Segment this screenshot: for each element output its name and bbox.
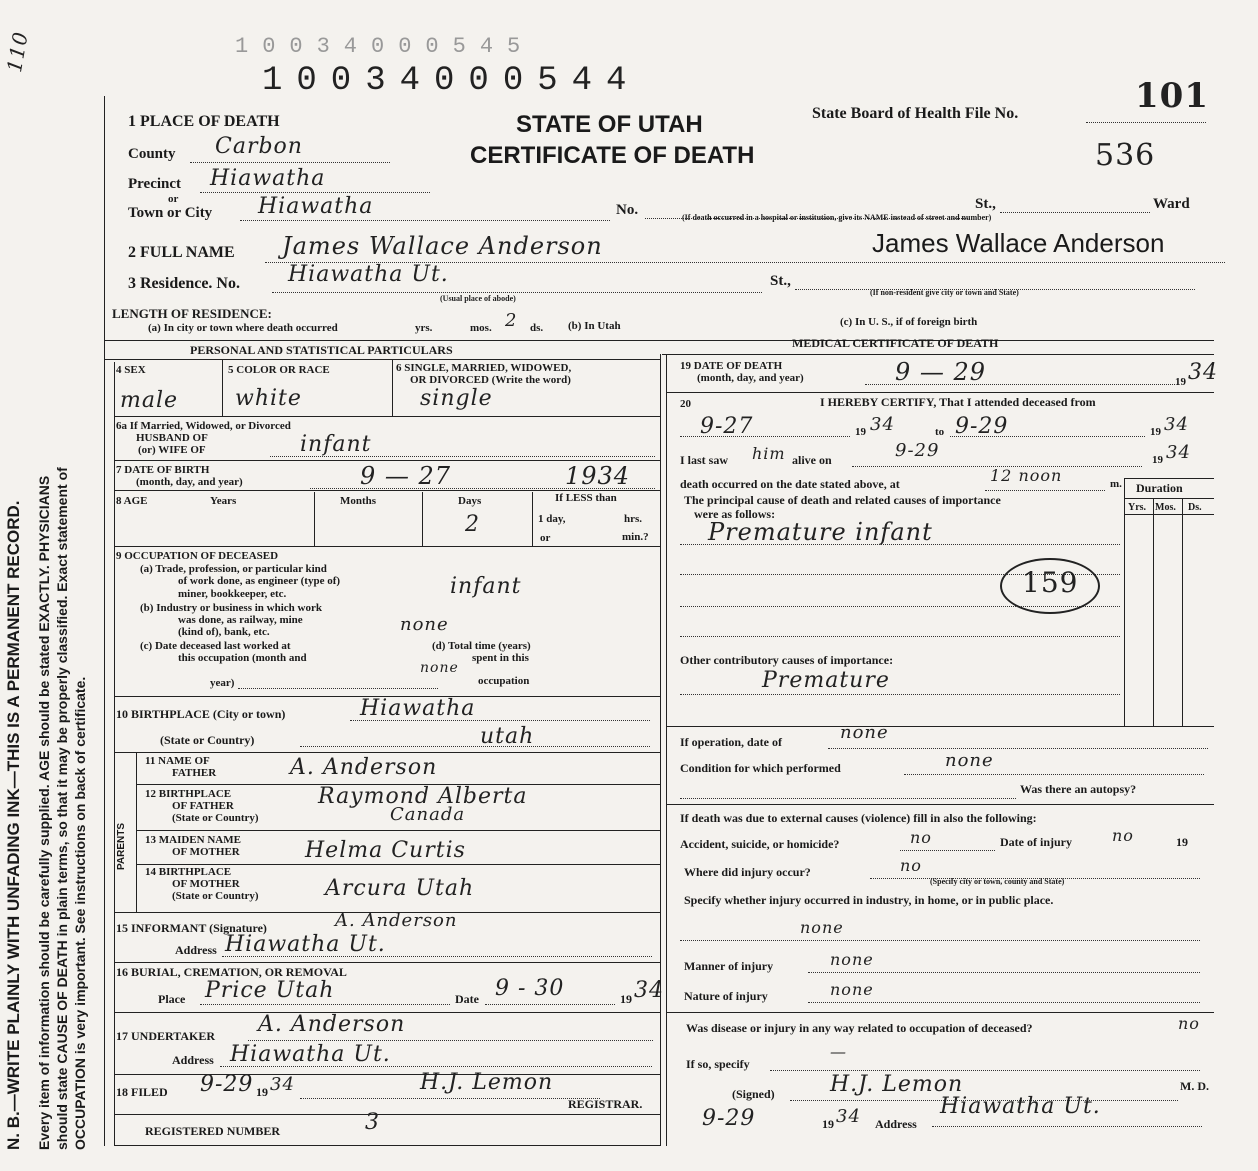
length-ds: ds. (530, 322, 544, 334)
attended-from: 9-27 (700, 414, 754, 439)
certify-number: 20 (680, 398, 691, 410)
spouse-value: infant (300, 432, 372, 457)
burial-date-label: Date (455, 992, 479, 1006)
age-days-value: 2 (465, 512, 480, 537)
mother-birthplace-value: Arcura Utah (325, 876, 475, 901)
age-years-label: Years (210, 495, 237, 507)
residence-label: 3 Residence. No. (128, 275, 240, 292)
father-birthplace-value-2: Canada (390, 804, 466, 825)
marital-label-1: 6 SINGLE, MARRIED, WIDOWED, (396, 362, 572, 374)
cause-code: 159 (1022, 566, 1079, 599)
file-number: 101 (1135, 76, 1209, 116)
operation-value: none (840, 722, 889, 743)
registered-number: 3 (365, 1110, 380, 1135)
certificate-title: CERTIFICATE OF DEATH (470, 142, 755, 169)
date-of-death-label-2: (month, day, and year) (697, 372, 804, 384)
signed-label: (Signed) (732, 1087, 775, 1101)
father-birthplace-label-1: 12 BIRTHPLACE (145, 788, 232, 800)
usual-abode-note: (Usual place of abode) (440, 294, 516, 303)
occupation-c-2: this occupation (month and (178, 652, 307, 664)
occupation-b-3: (kind of), bank, etc. (178, 626, 270, 638)
less-than-label: If LESS than (555, 492, 617, 504)
to-label: to (935, 426, 945, 438)
town-value: Hiawatha (258, 194, 374, 219)
burial-place-label: Place (158, 992, 186, 1006)
informant-value: A. Anderson (335, 910, 458, 931)
from-year: 34 (870, 414, 895, 435)
duration-label: Duration (1136, 481, 1183, 495)
md-label: M. D. (1180, 1079, 1209, 1093)
town-label: Town or City (128, 205, 213, 221)
dob-label-1: 7 DATE OF BIRTH (116, 464, 210, 476)
death-at-value: 12 noon (990, 466, 1063, 485)
length-us-label: (c) In U. S., if of foreign birth (840, 316, 978, 328)
county-value: Carbon (215, 134, 303, 159)
margin-mark: 110 (2, 29, 33, 75)
medical-header: MEDICAL CERTIFICATE OF DEATH (792, 336, 999, 350)
nonresident-note: (If non-resident give city or town and State) (870, 288, 1019, 297)
to-year-prefix: 19 (1150, 426, 1161, 438)
occupation-d-3: occupation (478, 675, 530, 687)
other-causes-value: Premature (762, 668, 890, 693)
filed-year-prefix: 19 (256, 1085, 268, 1099)
sign-year: 34 (836, 1106, 861, 1127)
manner-value: none (830, 950, 874, 969)
accident-label: Accident, suicide, or homicide? (680, 837, 840, 851)
county-label: County (128, 146, 176, 162)
color-value: white (235, 386, 302, 411)
length-mos: mos. (470, 322, 492, 334)
occupation-d-2: spent in this (472, 652, 529, 664)
dob-year: 1934 (565, 462, 631, 490)
condition-value: none (945, 750, 994, 771)
ward-label: Ward (1153, 196, 1190, 212)
place-of-death-label: 1 PLACE OF DEATH (128, 113, 280, 130)
state-title: STATE OF UTAH (516, 111, 703, 138)
registrar-label: REGISTRAR. (568, 1097, 643, 1111)
father-birthplace-label-3: (State or Country) (172, 812, 259, 824)
occupation-related-value: no (1178, 1014, 1200, 1033)
duration-yrs: Yrs. (1128, 502, 1147, 513)
sign-date: 9-29 (702, 1106, 756, 1131)
registered-number-label: REGISTERED NUMBER (145, 1124, 281, 1138)
death-year-prefix: 19 (1175, 376, 1186, 388)
length-days-value: 2 (505, 310, 518, 331)
occupation-c-1: (c) Date deceased last worked at (140, 640, 291, 652)
sign-year-prefix: 19 (822, 1117, 834, 1131)
personal-header: PERSONAL AND STATISTICAL PARTICULARS (190, 343, 453, 357)
birthplace-state-label: (State or Country) (160, 733, 255, 747)
burial-year: 34 (634, 978, 664, 1003)
undertaker-label: 17 UNDERTAKER (116, 1029, 216, 1043)
st-label: St., (975, 196, 996, 212)
last-saw-year: 34 (1166, 442, 1191, 463)
last-saw-year-prefix: 19 (1152, 454, 1163, 466)
sidebar-instructions-3: OCCUPATION is very important. See instructions on back of certificate. (72, 676, 88, 1150)
registrar-signature: H.J. Lemon (420, 1070, 554, 1095)
occupation-b-1: (b) Industry or business in which work (140, 602, 322, 614)
undertaker-address: Hiawatha Ut. (230, 1042, 391, 1067)
if-so-value: — (830, 1042, 847, 1061)
occupation-b-value: none (400, 614, 449, 635)
nature-label: Nature of injury (684, 989, 768, 1003)
filed-date: 9-29 (200, 1072, 254, 1097)
autopsy-label: Was there an autopsy? (1020, 782, 1137, 796)
physician-address-label: Address (875, 1117, 917, 1131)
injury-year-prefix: 19 (1176, 835, 1188, 849)
informant-address: Hiawatha Ut. (225, 932, 386, 957)
where-injury-label: Where did injury occur? (684, 865, 811, 879)
sidebar-instructions-1: Every item of information should be carefully supplied. AGE should be stated EXACTLY. PHYSICIANS (36, 475, 52, 1150)
specify-injury-value: none (800, 918, 844, 937)
cause-label-1: The principal cause of death and related causes of importance (684, 493, 1001, 507)
parents-side-label: PARENTS (116, 822, 127, 870)
residence-st-label: St., (770, 273, 791, 289)
occupation-c-3: year) (210, 677, 235, 689)
mother-birthplace-label-3: (State or Country) (172, 890, 259, 902)
where-injury-note: (Specify city or town, county and State) (930, 877, 1065, 886)
less-min-label: min.? (622, 531, 649, 543)
specify-injury-label: Specify whether injury occurred in industry, in home, or in public place. (684, 893, 1054, 907)
mother-birthplace-label-1: 14 BIRTHPLACE (145, 866, 232, 878)
attended-to: 9-29 (955, 414, 1009, 439)
precinct-value: Hiawatha (210, 166, 326, 191)
occupation-a-1: (a) Trade, profession, or particular kind (140, 563, 327, 575)
marital-value: single (420, 386, 493, 411)
spouse-label-1: 6a If Married, Widowed, or Divorced (116, 420, 291, 432)
cause-value: Premature infant (708, 518, 933, 546)
occupation-c-value: none (420, 660, 459, 676)
from-year-prefix: 19 (855, 426, 866, 438)
or-label: or (168, 193, 179, 205)
less-day-label: 1 day, (538, 513, 566, 525)
full-name-typed: James Wallace Anderson (872, 228, 1165, 258)
occupation-d-1: (d) Total time (years) (432, 640, 531, 652)
occupation-related-label: Was disease or injury in any way related to occupation of deceased? (686, 1021, 1033, 1035)
spouse-label-2: HUSBAND OF (136, 432, 208, 444)
informant-address-label: Address (175, 943, 217, 957)
mother-label-1: 13 MAIDEN NAME (145, 834, 241, 846)
manner-label: Manner of injury (684, 959, 774, 973)
length-of-residence-label: LENGTH OF RESIDENCE: (112, 306, 272, 321)
less-hrs-label: hrs. (624, 513, 643, 525)
less-or-label: or (540, 532, 551, 544)
other-causes-label: Other contributory causes of importance: (680, 653, 894, 667)
full-name-label: 2 FULL NAME (128, 244, 235, 261)
physician-address: Hiawatha Ut. (940, 1094, 1101, 1119)
death-at-label: death occurred on the date stated above, at (680, 477, 900, 491)
sex-label: 4 SEX (116, 364, 146, 376)
serial-number: 10034000544 (262, 62, 641, 100)
sidebar-instructions-2: should state CAUSE OF DEATH in plain terms, so that it may be properly classified. Exact statement of (54, 467, 70, 1150)
precinct-label: Precinct (128, 176, 182, 192)
last-saw-date: 9-29 (895, 440, 940, 461)
duration-mos: Mos. (1155, 502, 1176, 513)
birthplace-label: 10 BIRTHPLACE (City or town) (116, 707, 286, 721)
cause-label-2: were as follows: (694, 507, 776, 521)
undertaker-value: A. Anderson (258, 1012, 406, 1037)
file-number-label: State Board of Health File No. (812, 105, 1019, 122)
father-birthplace-value: Raymond Alberta (318, 784, 528, 809)
to-year: 34 (1164, 414, 1189, 435)
informant-label: 15 INFORMANT (Signature) (116, 921, 267, 935)
serial-top: 10034000545 (235, 34, 535, 59)
dob-label-2: (month, day, and year) (136, 476, 243, 488)
external-causes-label: If death was due to external causes (violence) fill in also the following: (680, 811, 1037, 825)
birthplace-state: utah (480, 724, 535, 749)
physician-signature: H.J. Lemon (830, 1072, 964, 1097)
burial-label: 16 BURIAL, CREMATION, OR REMOVAL (116, 965, 347, 979)
operation-label: If operation, date of (680, 735, 782, 749)
color-label: 5 COLOR OR RACE (228, 364, 330, 376)
dob-month-day: 9 — 27 (360, 462, 452, 490)
burial-year-prefix: 19 (620, 992, 632, 1006)
filed-year: 34 (270, 1074, 295, 1095)
sidebar-permanent-record: N. B.—WRITE PLAINLY WITH UNFADING INK—THIS IS A PERMANENT RECORD. (4, 500, 23, 1150)
full-name-handwritten: James Wallace Anderson (282, 232, 603, 260)
occupation-a-2: of work done, as engineer (type of) (178, 575, 341, 587)
undertaker-address-label: Address (172, 1053, 214, 1067)
certify-label: I HEREBY CERTIFY, That I attended deceased from (820, 395, 1096, 409)
date-of-death-label-1: 19 DATE OF DEATH (680, 360, 783, 372)
sex-value: male (120, 388, 179, 413)
length-utah-label: (b) In Utah (568, 320, 621, 332)
father-value: A. Anderson (290, 755, 438, 780)
age-months-label: Months (340, 495, 377, 507)
last-saw-pronoun: him (752, 444, 786, 463)
age-days-label: Days (458, 495, 482, 507)
injury-date-label: Date of injury (1000, 835, 1072, 849)
condition-label: Condition for which performed (680, 761, 841, 775)
no-label: No. (616, 202, 639, 218)
occupation-label: 9 OCCUPATION OF DECEASED (116, 550, 279, 562)
form-left-border (104, 96, 105, 1146)
mother-value: Helma Curtis (305, 838, 466, 863)
injury-date-value: no (1112, 826, 1134, 845)
date-of-death: 9 — 29 (895, 358, 987, 386)
spouse-label-3: (or) WIFE OF (138, 444, 206, 456)
burial-place: Price Utah (205, 978, 335, 1003)
death-year: 34 (1188, 360, 1218, 385)
occupation-b-2: was done, as railway, mine (178, 614, 303, 626)
birthplace-city: Hiawatha (360, 696, 476, 721)
father-birthplace-label-2: OF FATHER (172, 800, 234, 812)
alive-on-label: alive on (792, 453, 832, 467)
filed-label: 18 FILED (116, 1085, 168, 1099)
if-so-label: If so, specify (686, 1057, 750, 1071)
personal-section-left-border (114, 362, 115, 1146)
occupation-a-value: infant (450, 574, 522, 599)
duration-ds: Ds. (1188, 502, 1202, 513)
length-yrs: yrs. (415, 322, 433, 334)
last-saw-label: I last saw (680, 453, 729, 467)
hospital-note: (If death occurred in a hospital or institution, give its NAME instead of street and number) (682, 213, 992, 222)
father-label-2: FATHER (172, 767, 217, 779)
length-city-label: (a) In city or town where death occurred (148, 322, 338, 334)
occupation-a-3: miner, bookkeeper, etc. (178, 588, 287, 600)
marital-label-2: OR DIVORCED (Write the word) (410, 374, 571, 386)
mother-birthplace-label-2: OF MOTHER (172, 878, 240, 890)
nature-value: none (830, 980, 874, 999)
where-injury-value: no (900, 856, 922, 875)
file-number-secondary: 536 (1095, 138, 1156, 173)
death-at-m: m. (1110, 478, 1122, 490)
burial-date: 9 - 30 (495, 976, 565, 1001)
mother-label-2: OF MOTHER (172, 846, 240, 858)
father-label-1: 11 NAME OF (145, 755, 210, 767)
residence-value: Hiawatha Ut. (288, 262, 449, 287)
accident-value: no (910, 828, 932, 847)
age-label: 8 AGE (116, 495, 148, 507)
